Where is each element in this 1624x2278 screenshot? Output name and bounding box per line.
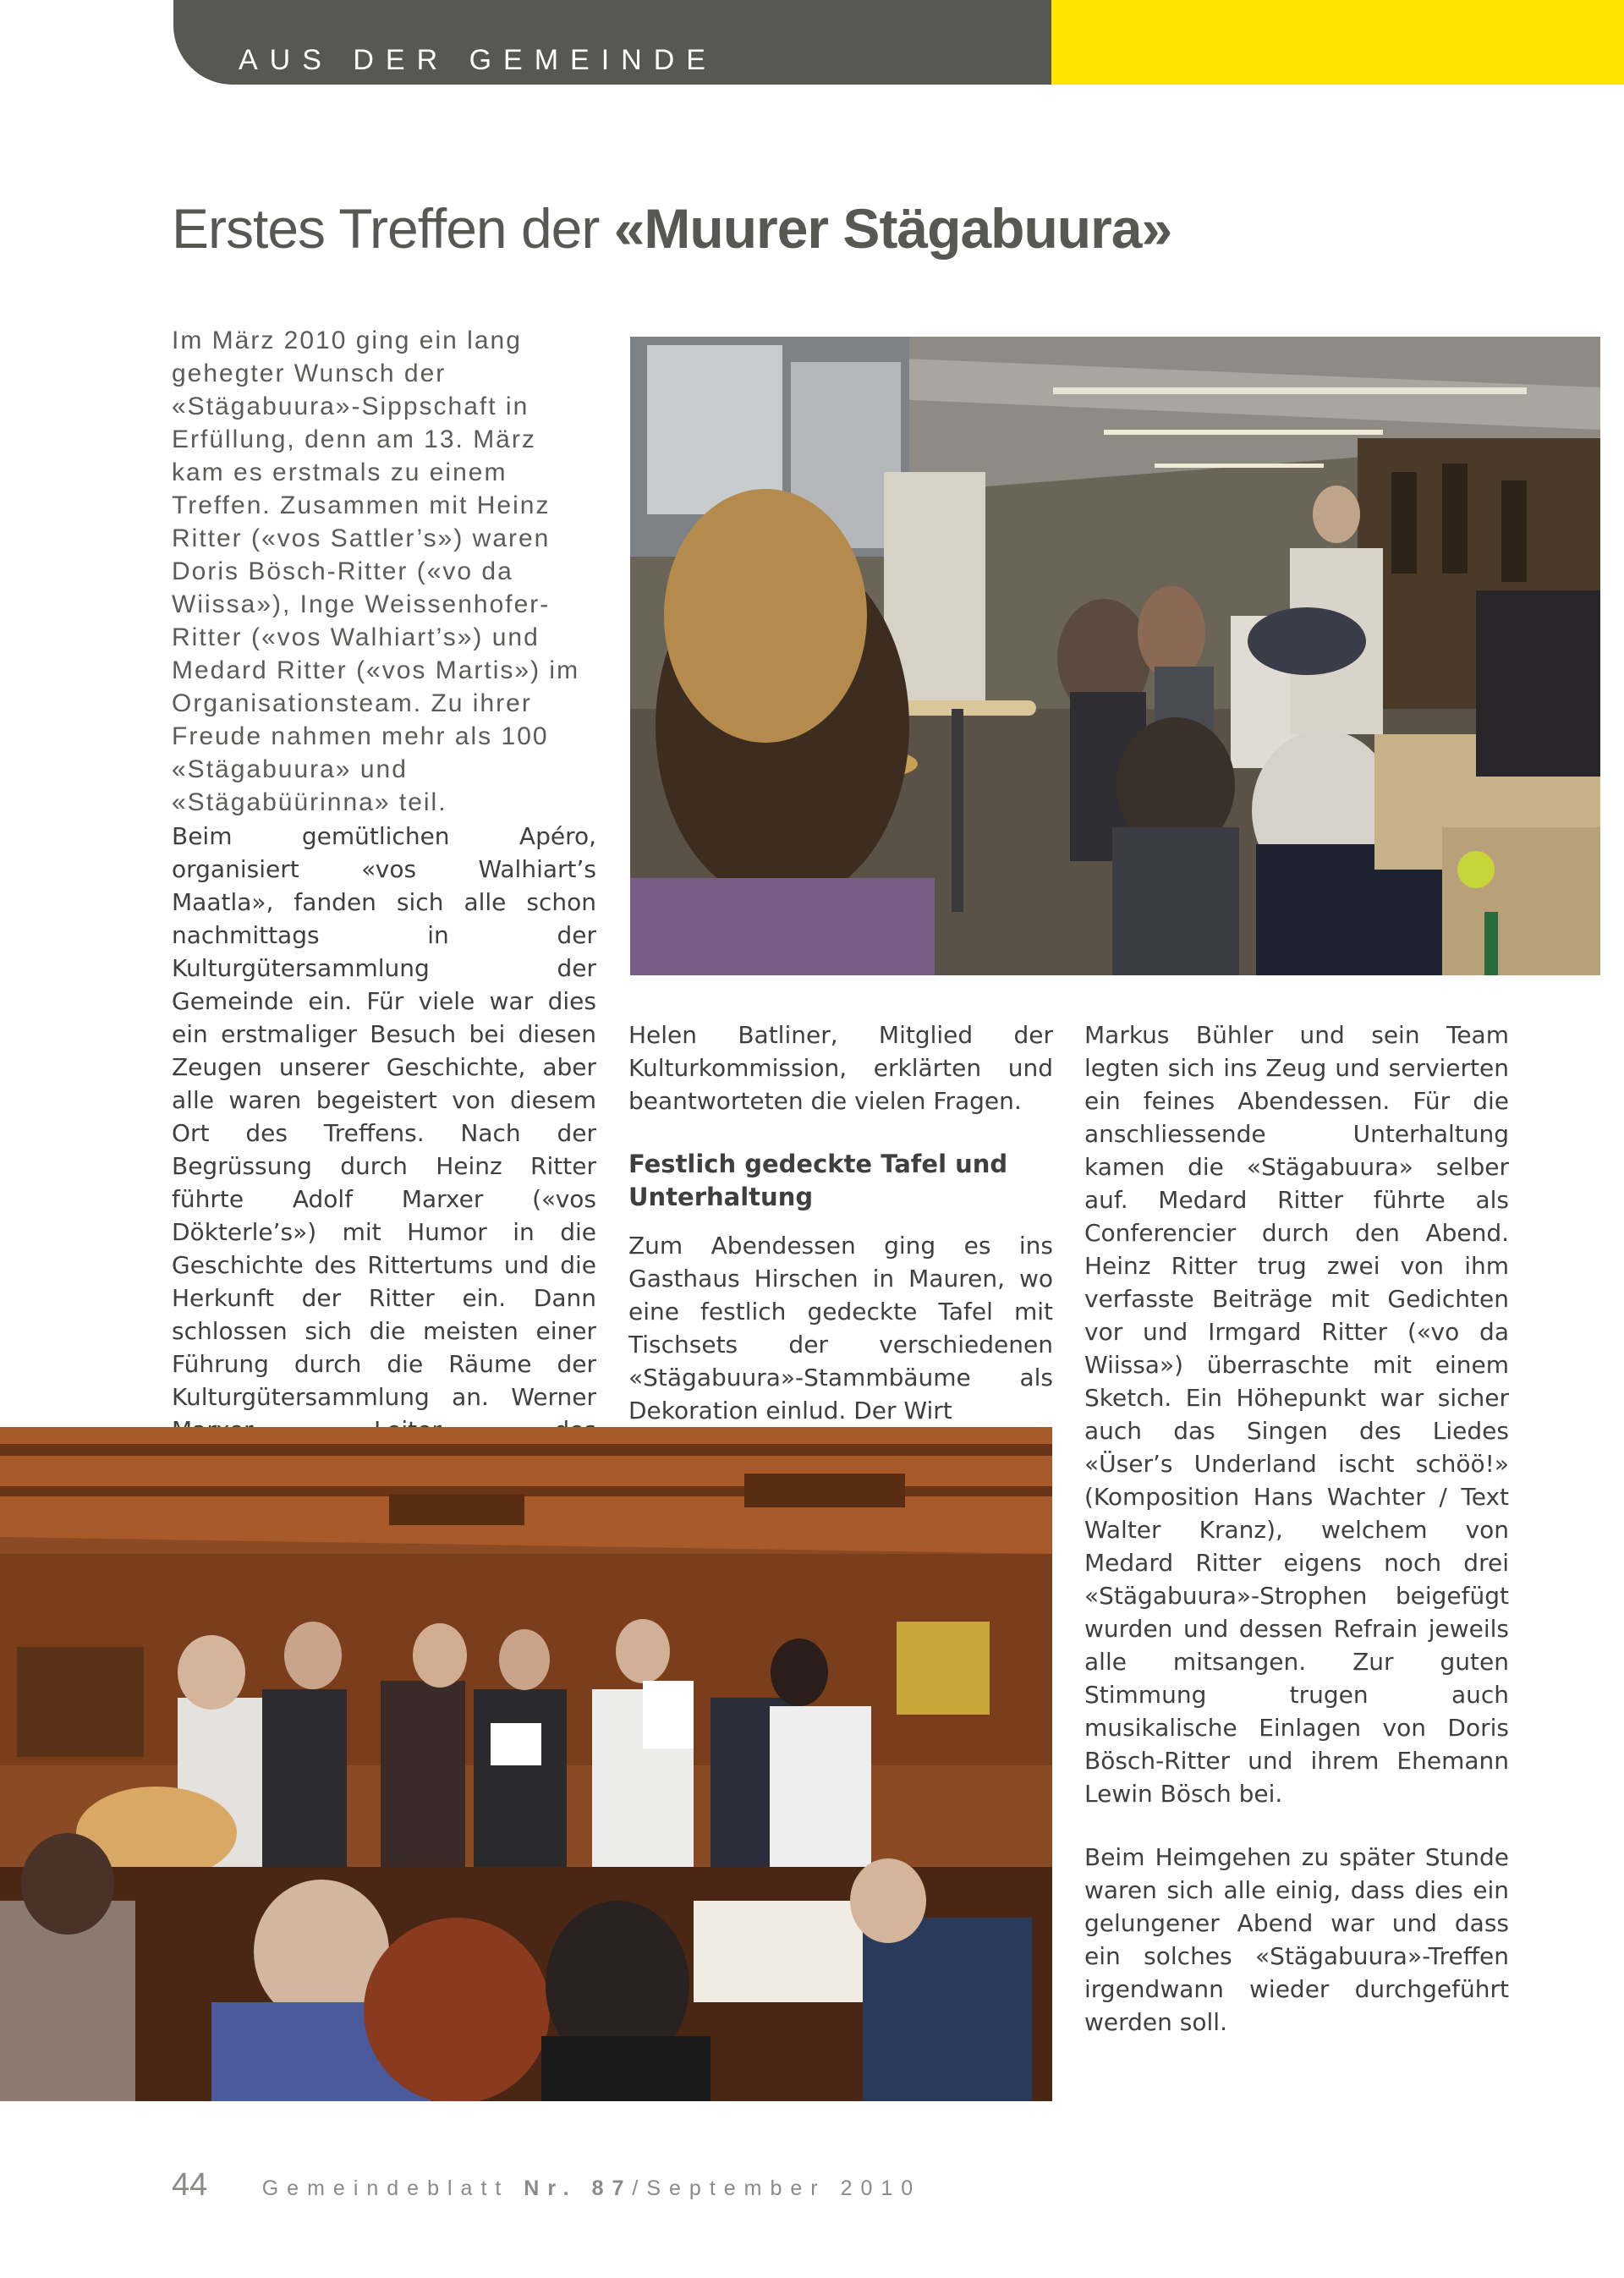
title-light: Erstes Treffen der	[172, 197, 614, 260]
header-accent-block	[1051, 0, 1624, 85]
col2-paragraph-1: Helen Batliner, Mitglied der Kulturkommission, erklärten und beantworteten die vielen Fragen.	[628, 1021, 1053, 1115]
col2-paragraph-2: Zum Abendessen ging es ins Gasthaus Hirschen in Mauren, wo eine festlich gedeckte Tafel mit Tischsets der verschiedenen «Stägabuura»-Stammbäume als Dekoration einlud. Der Wirt	[628, 1232, 1053, 1424]
issue-number: Nr. 87	[524, 2176, 633, 2200]
publication-info	[262, 2176, 921, 2200]
photo-dinner-singing	[0, 1427, 1052, 2101]
body-column-3	[1084, 1018, 1509, 2069]
body-column-2	[628, 1018, 1053, 1457]
photo-reception	[630, 337, 1600, 975]
col3-paragraph-2: Beim Heimgehen zu später Stunde waren sich alle einig, dass dies ein gelungener Abend war und dass ein solches «Stägabuura»-Treffen irgendwann wieder durchgeführt werden soll.	[1084, 1843, 1509, 2036]
page-footer	[172, 2167, 921, 2204]
col3-paragraph-1: Markus Bühler und sein Team legten sich ins Zeug und servierten ein feines Abendessen. Für die anschliessende Unterhaltung kamen die «Stägabuura» selber auf. Medard Ritter führte als Conferencier durch den Abend. Heinz Ritter trug zwei von ihm verfasste Beiträge mit Gedichten vor und Irmgard Ritter («vo da Wiissa») überraschte mit einem Sketch. Ein Höhepunkt war sicher auch das Singen des Liedes «Üser’s Underland ischt schöö!» (Komposition Hans Wachter / Text Walter Kranz), welchem von Medard Ritter eigens noch drei «Stägabuura»-Strophen beigefügt wurden und dessen Refrain jeweils alle mitsangen. Zur guten Stimmung trugen auch musikalische Einlagen von Doris Bösch-Ritter und ihrem Ehemann Lewin Bösch bei.	[1084, 1021, 1509, 1808]
title-bold: «Muurer Stägabuura»	[613, 197, 1172, 260]
publication-name: Gemeindeblatt	[261, 2176, 524, 2200]
subheading: Festlich gedeckte Tafel und Unterhaltung	[628, 1150, 1008, 1211]
body-column-1: Beim gemütlichen Apéro, organisiert «vos Walhiart’s Maatla», fanden sich alle schon nachmittags in der Kulturgütersammlung der Gemeinde ein. Für viele war dies ein erstmaliger Besuch bei diesen Zeugen unserer Geschichte, aber alle waren begeistert von diesem Ort des Treffens. Nach der Begrüssung durch Heinz Ritter führte Adolf Marxer («vos Dökterle’s») mit Humor in die Geschichte des Rittertums und die Herkunft der Ritter ein. Dann schlossen sich die meisten einer Führung durch die Räume der Kulturgütersammlung an. Werner	[172, 822, 596, 1411]
page-number: 44	[172, 2167, 208, 2203]
issue-date: /September 2010	[632, 2176, 922, 2200]
article-title	[172, 196, 1171, 261]
section-label: AUS DER GEMEINDE	[239, 44, 717, 76]
lead-paragraph: Im März 2010 ging ein lang gehegter Wunsch der «Stägabuura»-Sippschaft in Erfüllung, denn am 13. März kam es erstmals zu einem Treffen. Zusammen mit Heinz Ritter («vos Sattler’s») waren Doris Bösch-Ritter («vo da Wiissa»), Inge Weissenhofer-Ritter («vos Walhiart’s») und Medard Ritter («vos Martis») im Organisationsteam. Zu ihrer Freude nahmen mehr als 100 «Stägabuura» und «Stägabüürinna» teil.	[172, 327, 580, 816]
